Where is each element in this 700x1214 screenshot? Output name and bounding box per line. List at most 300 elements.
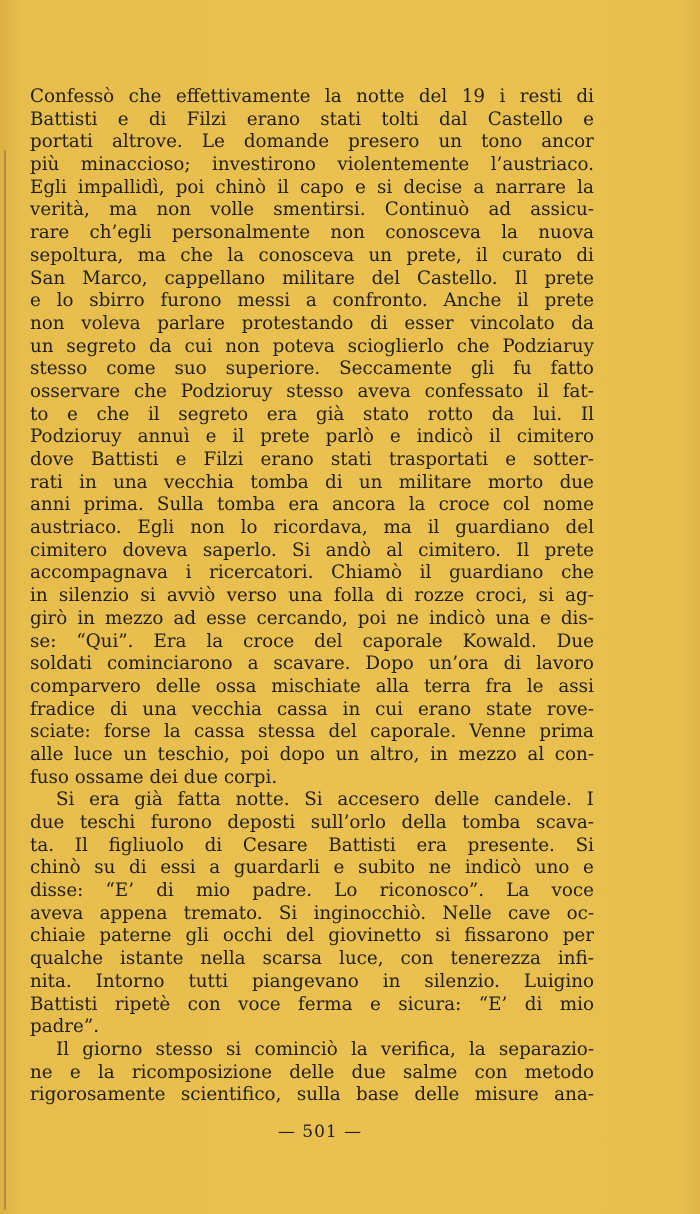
word: giorno [82, 1038, 143, 1060]
word: soldati [30, 653, 93, 675]
text-line [30, 86, 594, 109]
word: Il [74, 834, 88, 856]
word: assi [558, 675, 594, 697]
word: girò [30, 607, 68, 629]
word: lo [240, 517, 258, 539]
word: e [69, 1061, 81, 1083]
word: mischiate [271, 675, 361, 697]
word: forse [103, 721, 151, 743]
word: Si [575, 834, 594, 856]
word: non [30, 312, 65, 334]
word: i [185, 562, 192, 584]
word: segreto [66, 335, 137, 357]
word: Battisti [30, 108, 98, 130]
word: Podzioruy [180, 380, 273, 402]
word: fu [513, 358, 532, 380]
word: Luigino [523, 970, 594, 992]
word: era [89, 789, 120, 811]
word: tutti [188, 970, 229, 992]
word: aveva [30, 902, 84, 924]
word: Castello [487, 108, 563, 130]
word: figliuolo [108, 834, 184, 856]
text-line [30, 131, 594, 154]
word: della [401, 812, 447, 833]
word: Continuò [384, 199, 470, 221]
word: tono [481, 131, 523, 153]
text-line [30, 494, 594, 517]
word: segreto [178, 403, 249, 425]
word: con [400, 948, 434, 970]
word: protestando [241, 312, 354, 334]
text-line [30, 109, 594, 132]
word: decise [403, 176, 463, 198]
word: nuova [538, 222, 594, 244]
word: ad [488, 199, 512, 221]
word: cimitero [516, 426, 594, 448]
word: due [559, 471, 594, 493]
word: Egli [137, 517, 175, 539]
word: mio [559, 993, 594, 1015]
word: caporale. [370, 721, 457, 743]
word: croci, [475, 585, 528, 607]
word: si [140, 585, 156, 607]
word: tremato. [183, 902, 263, 924]
word: ricomposizione [131, 1061, 273, 1083]
word: Si [304, 789, 323, 811]
word: state [486, 698, 532, 720]
word: suo [174, 358, 207, 380]
word: ancora [332, 494, 396, 516]
word: ta. [30, 834, 55, 856]
word: notte. [235, 789, 290, 811]
word: doveva [122, 539, 188, 561]
text-line [30, 404, 594, 427]
text-line [30, 699, 594, 722]
word: che [128, 86, 162, 107]
word: di [325, 471, 343, 493]
word: dei [149, 766, 178, 788]
word: di [204, 834, 223, 856]
word: la [350, 1038, 368, 1060]
text-line [30, 903, 594, 926]
text-line [30, 426, 594, 449]
word: voleva [81, 312, 141, 334]
word: di [576, 244, 594, 266]
word: era [288, 494, 319, 516]
word: ad [173, 607, 197, 629]
word: stesso [286, 380, 344, 402]
word: stato [362, 403, 409, 425]
word: tomba [216, 494, 276, 516]
word: lo [56, 290, 74, 312]
word: prete [544, 539, 594, 561]
word: che [180, 244, 214, 266]
word: del [285, 925, 315, 947]
word: Il [514, 267, 528, 289]
word: già [134, 789, 163, 811]
word: da [149, 335, 172, 357]
word: lavoro [536, 653, 594, 675]
word: del [418, 86, 448, 107]
word: Chiamò [331, 562, 402, 584]
body-text [30, 86, 594, 1107]
word: furono [150, 812, 212, 833]
word: l’austriaco. [490, 154, 594, 176]
text-line [30, 631, 594, 654]
word: ricercatori. [209, 562, 314, 584]
word: scarsa [262, 948, 323, 970]
word: ossame [74, 766, 144, 788]
word: silenzio [58, 585, 130, 607]
word: Il [580, 403, 594, 425]
word: a [473, 176, 485, 198]
word: Kowald. [462, 630, 537, 652]
word: prete, [406, 244, 462, 266]
word: cominciarono [106, 653, 233, 675]
word: presero [348, 131, 420, 153]
word: esser [404, 312, 454, 334]
word: a [247, 653, 259, 675]
word: la [227, 244, 245, 266]
word: salme [403, 1061, 458, 1083]
word: dis- [560, 607, 594, 629]
word: era [266, 403, 298, 425]
word: di [156, 880, 174, 902]
word: la [501, 222, 518, 244]
text-line [30, 177, 594, 200]
word: nella [200, 948, 246, 970]
word: in [30, 585, 48, 607]
word: e [355, 176, 366, 198]
word: mezzo [104, 607, 164, 629]
word: Venne [469, 721, 527, 743]
word: delle [414, 1084, 460, 1106]
word: il [147, 403, 160, 425]
word: e [117, 108, 129, 130]
word: ma [383, 517, 412, 539]
word: tenerezza [450, 948, 541, 970]
word: indicò [429, 607, 486, 629]
word: cominciò [254, 1038, 338, 1060]
word: La [506, 880, 530, 902]
word: Nelle [442, 902, 492, 924]
word: fradice [30, 698, 96, 720]
word: San [30, 267, 66, 289]
word: Filzi [203, 449, 244, 470]
word: effettivamente [175, 86, 311, 107]
word: ancor [541, 131, 594, 153]
word: sulla [296, 1084, 341, 1106]
word: la [577, 176, 594, 198]
word: impallidì, [77, 176, 165, 198]
word: altrove. [111, 131, 183, 153]
word: indicò [464, 857, 522, 879]
word: rigorosamente [30, 1084, 166, 1106]
word: ana- [554, 1084, 594, 1106]
word: che [456, 335, 490, 357]
word: volle [210, 199, 255, 221]
word: mio [195, 880, 231, 902]
word: la [408, 494, 426, 516]
word: qualche [30, 948, 104, 970]
word: altro, [369, 743, 420, 765]
word: se: [30, 630, 57, 652]
word: e [333, 857, 345, 879]
word: a [305, 290, 317, 312]
word: anni [30, 494, 71, 516]
text-line [30, 1039, 594, 1062]
word: infi- [557, 948, 594, 970]
word: tolti [381, 108, 419, 130]
word: fissarono [464, 925, 549, 947]
word: Egli [30, 176, 67, 198]
word: Podziaruy [502, 335, 594, 357]
word: militare [282, 267, 355, 289]
text-line [30, 812, 594, 835]
word: non [330, 222, 365, 244]
text-line [30, 653, 594, 676]
word: un [123, 743, 147, 765]
text-line [30, 1062, 594, 1085]
word: chinò [215, 176, 267, 198]
word: Intorno [95, 970, 165, 992]
word: voce [238, 993, 281, 1015]
word: fuso [30, 766, 69, 788]
word: violentemente [337, 154, 470, 176]
word: teschi [79, 812, 136, 833]
word: una [495, 607, 530, 629]
word: istante [120, 948, 184, 970]
page-number: — 501 — [277, 1122, 363, 1142]
word: chiaie [30, 925, 86, 947]
word: del [565, 517, 594, 539]
word: rare [30, 222, 70, 244]
word: accompagnava [30, 562, 168, 584]
word: erano [417, 698, 472, 720]
text-line [30, 767, 594, 790]
word: prete [544, 267, 594, 289]
word: superiore. [225, 358, 321, 380]
word: la [468, 1038, 486, 1060]
text-line [30, 994, 594, 1017]
word: stessa [258, 721, 316, 743]
word: assicu- [530, 199, 594, 221]
word: militare [398, 471, 472, 493]
word: Due [556, 630, 594, 652]
word: come [106, 358, 156, 380]
word: guardiano [455, 517, 550, 539]
word: a [209, 857, 221, 879]
word: il [427, 517, 440, 539]
text-line [30, 925, 594, 948]
word: dopo [279, 743, 326, 765]
word: e [30, 290, 41, 312]
word: il [517, 290, 529, 312]
word: comparvero [30, 675, 141, 697]
word: annuì [137, 426, 190, 448]
word: ferma [297, 993, 353, 1015]
word: alle [30, 743, 64, 765]
word: Lo [334, 880, 358, 902]
word: si [377, 176, 393, 198]
word: folla [333, 585, 375, 607]
word: avviò [166, 585, 216, 607]
word: riconosco”. [379, 880, 485, 902]
word: ricordava, [273, 517, 368, 539]
word: fatto [550, 358, 594, 380]
text-line [30, 676, 594, 699]
text-line [30, 154, 594, 177]
word: conosceva [258, 244, 355, 266]
word: al [386, 539, 404, 561]
word: in [382, 970, 401, 992]
word: trasportati [388, 449, 489, 470]
word: croce [438, 494, 490, 516]
word: di [129, 857, 147, 879]
word: la [97, 1061, 115, 1083]
word: il [475, 244, 488, 266]
word: che [561, 562, 594, 584]
word: confessato [424, 380, 524, 402]
word: non [225, 335, 260, 357]
word: ch’egli [89, 222, 152, 244]
word: il [232, 426, 245, 448]
word: conosceva [385, 222, 481, 244]
word: morto [487, 471, 544, 493]
word: cave [508, 902, 551, 924]
word: investirono [212, 154, 316, 176]
word: il [277, 176, 289, 198]
text-line [30, 835, 594, 858]
word: saperlo. [202, 539, 277, 561]
word: stesso [155, 1038, 213, 1060]
text-line [30, 789, 594, 812]
word: un’ora [428, 653, 489, 675]
word: chinò [30, 857, 81, 879]
text-line [30, 562, 594, 585]
word: e [175, 449, 187, 470]
word: disse: [30, 880, 84, 902]
word: in [77, 607, 95, 629]
word: “E’ [478, 993, 508, 1015]
word: cappellano [164, 267, 266, 289]
word: Sulla [156, 494, 204, 516]
text-line [30, 540, 594, 563]
word: la [163, 721, 181, 743]
text-line [30, 381, 594, 404]
word: scioglierlo [347, 335, 444, 357]
word: ma [109, 199, 138, 221]
word: Seccamente [339, 358, 452, 380]
word: di [370, 312, 388, 334]
word: delle [289, 1061, 335, 1083]
word: indicò [416, 426, 474, 448]
text-line [30, 1016, 594, 1039]
word: appena [99, 902, 168, 924]
word: già [315, 403, 345, 425]
word: si [226, 1038, 242, 1060]
word: un [368, 244, 393, 266]
word: separazio- [498, 1038, 594, 1060]
word: dove [30, 449, 74, 470]
word: Podzioruy [30, 426, 122, 448]
text-line [30, 721, 594, 744]
word: tomba [462, 812, 521, 833]
word: verifica, [380, 1038, 456, 1060]
word: deposti [227, 812, 296, 833]
word: terra [424, 675, 471, 697]
word: di [524, 993, 543, 1015]
word: gli [470, 358, 495, 380]
word: domande [243, 131, 330, 153]
word: voce [551, 880, 594, 902]
word: fatta [177, 789, 221, 811]
word: era [416, 834, 447, 856]
text-line [30, 336, 594, 359]
word: al [527, 743, 545, 765]
text-line [30, 608, 594, 631]
word: Marco, [82, 267, 148, 289]
text-line [30, 290, 594, 313]
word: guardiano [449, 562, 544, 584]
word: ne [428, 857, 452, 879]
word: cassa [276, 698, 328, 720]
word: “Qui”. [76, 630, 134, 652]
word: ma [137, 244, 166, 266]
word: presente. [467, 834, 555, 856]
word: austriaco. [30, 517, 122, 539]
word: poi [175, 176, 205, 198]
word: furono [160, 290, 222, 312]
word: piangevano [252, 970, 359, 992]
word: da [491, 403, 515, 425]
word: il [419, 562, 432, 584]
word: con [187, 993, 221, 1015]
word: non [156, 199, 191, 221]
word: fat- [562, 380, 594, 402]
word: prete [544, 290, 594, 312]
text-line [30, 472, 594, 495]
word: Filzi [186, 108, 227, 130]
word: aveva [357, 380, 411, 402]
word: Battisti [30, 993, 98, 1015]
word: con- [554, 743, 594, 765]
word: padre. [252, 880, 313, 902]
word: croce [243, 630, 295, 652]
word: to [30, 403, 49, 425]
text-line [30, 744, 594, 767]
word: uno [534, 857, 570, 879]
word: base [356, 1084, 399, 1106]
word: rozze [414, 585, 465, 607]
text-line [30, 245, 594, 268]
word: ossa [215, 675, 257, 697]
word: gli [185, 925, 209, 947]
word: narrare [495, 176, 566, 198]
word: scavare. [273, 653, 351, 675]
word: scava- [536, 812, 594, 833]
text-line [30, 313, 594, 336]
word: erano [246, 108, 301, 130]
word: luce, [339, 948, 384, 970]
word: Si [291, 539, 311, 561]
word: rove- [546, 698, 594, 720]
word: Battisti [328, 834, 396, 856]
word: del [328, 721, 357, 743]
word: Il [516, 539, 530, 561]
word: giovinetto [328, 925, 422, 947]
word: occhi [222, 925, 272, 947]
